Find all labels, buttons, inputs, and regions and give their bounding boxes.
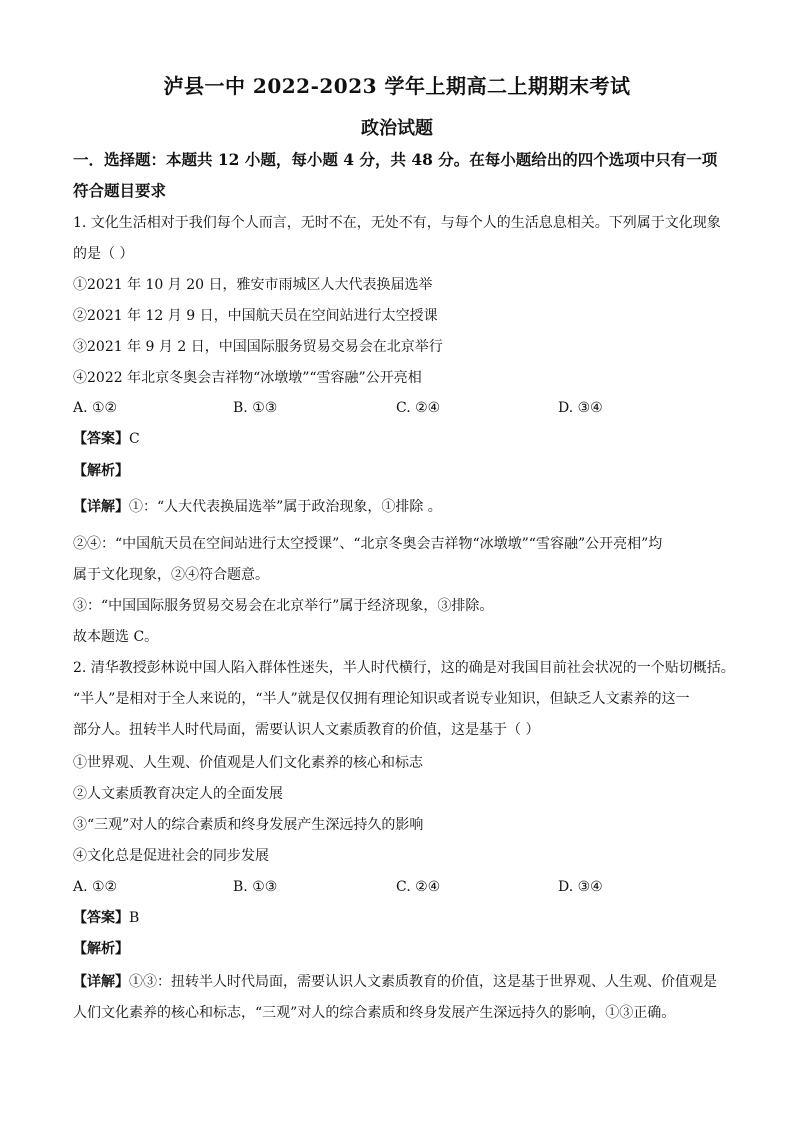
q2-item-4: ④文化总是促进社会的同步发展	[73, 848, 269, 864]
q1-option-b: B. ①③	[233, 400, 278, 416]
q1-option-d: D. ③④	[558, 400, 603, 416]
q1-conclusion: 故本题选 C。	[73, 629, 159, 645]
q1-item-1: ①2021 年 10 月 20 日，雅安市雨城区人大代表换届选举	[73, 277, 433, 293]
q1-stem-line1: 1. 文化生活相对于我们每个人而言，无时不在，无处不有，与每个人的生活息息相关。下列属于文化现象	[73, 215, 721, 231]
section-heading-line1: 一．选择题：本题共 12 小题，每小题 4 分，共 48 分。在每小题给出的四个选项中只有一项	[73, 150, 718, 169]
q2-option-d: D. ③④	[558, 879, 603, 895]
q1-answer-value: C	[129, 431, 140, 447]
exam-title: 泸县一中 2022-2023 学年上期高二上期期末考试	[163, 74, 631, 98]
q1-analysis-line	[73, 461, 733, 481]
q1-option-a: A. ①②	[73, 400, 118, 416]
q1-answer-tag: 【答案】	[73, 431, 129, 447]
subject-title: 政治试题	[361, 118, 433, 139]
q1-analysis-tag: 【解析】	[73, 463, 129, 479]
q2-item-2: ②人文素质教育决定人的全面发展	[73, 786, 283, 802]
q1-detail-tag: 【详解】	[73, 499, 129, 515]
q1-stem-line2: 的是（ ）	[73, 246, 134, 262]
q1-item-2: ②2021 年 12 月 9 日，中国航天员在空间站进行太空授课	[73, 308, 438, 324]
q2-stem-line1: 2. 清华教授彭林说中国人陷入群体性迷失，半人时代横行，这的确是对我国目前社会状况的一个贴切概括。	[73, 660, 735, 676]
q1-detail-line1	[73, 497, 733, 517]
q1-detail-text1: ①：“人大代表换届选举”属于政治现象，①排除 。	[129, 499, 442, 515]
q1-detail-line4: ③：“中国国际服务贸易交易会在北京举行”属于经济现象，③排除。	[73, 598, 494, 614]
q2-analysis-line	[73, 939, 733, 959]
q1-option-c: C. ②④	[396, 400, 441, 416]
q2-analysis-tag: 【解析】	[73, 941, 129, 957]
q1-item-4: ④2022 年北京冬奥会吉祥物“冰墩墩”“雪容融”公开亮相	[73, 370, 422, 386]
q2-detail-tag: 【详解】	[73, 974, 129, 990]
q1-answer-line	[73, 429, 733, 449]
q1-detail-line2: ②④：“中国航天员在空间站进行太空授课”、“北京冬奥会吉祥物“冰墩墩”“雪容融”公开亮相”均	[73, 536, 663, 552]
q2-option-b: B. ①③	[233, 879, 278, 895]
q2-item-3: ③“三观”对人的综合素质和终身发展产生深远持久的影响	[73, 817, 424, 833]
q2-item-1: ①世界观、人生观、价值观是人们文化素养的核心和标志	[73, 755, 423, 771]
q2-option-c: C. ②④	[396, 879, 441, 895]
section-heading-line2: 符合题目要求	[73, 181, 167, 200]
q2-answer-tag: 【答案】	[73, 910, 129, 926]
q2-stem-line2: “半人”是相对于全人来说的，“半人”就是仅仅拥有理论知识或者说专业知识，但缺乏人文素养的这一	[73, 691, 690, 707]
q2-detail-line1	[73, 972, 733, 992]
q1-item-3: ③2021 年 9 月 2 日，中国国际服务贸易交易会在北京举行	[73, 339, 443, 355]
q2-stem-line3: 部分人。扭转半人时代局面，需要认识人文素质教育的价值，这是基于（ ）	[73, 722, 540, 738]
q2-option-a: A. ①②	[73, 879, 118, 895]
q2-answer-value: B	[129, 910, 140, 926]
q2-detail-line2: 人们文化素养的核心和标志，“三观”对人的综合素质和终身发展产生深远持久的影响，①③正确。	[73, 1005, 676, 1021]
q2-answer-line	[73, 908, 733, 928]
q1-detail-line3: 属于文化现象，②④符合题意。	[73, 567, 269, 583]
q2-detail-text1: ①③：扭转半人时代局面，需要认识人文素质教育的价值，这是基于世界观、人生观、价值观是	[129, 974, 717, 990]
